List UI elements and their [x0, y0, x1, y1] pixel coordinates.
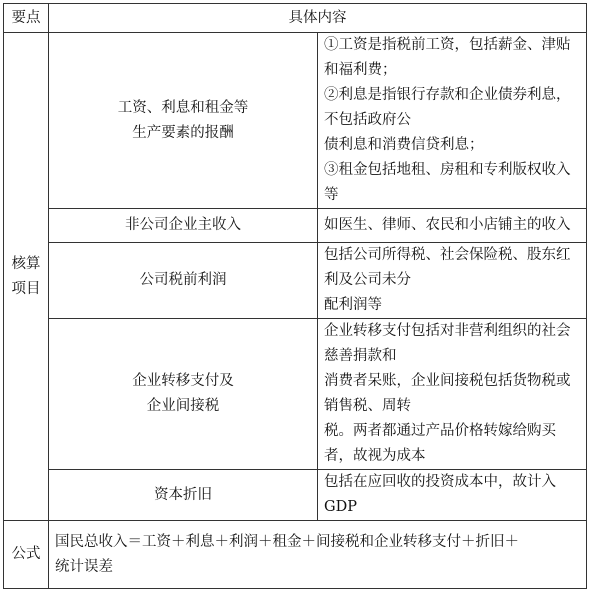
desc-corporate-profit: 包括公司所得税、社会保险税、股东红利及公司未分 配利润等 — [318, 243, 587, 319]
desc-factor-income: ①工资是指税前工资，包括薪金、津贴和福利费； ②利息是指银行存款和企业债券利息，不包括政府公 债利息和消费信贷利息； ③租金包括地租、房租和专利版权收入等 — [318, 33, 587, 209]
header-key-point: 要点 — [4, 4, 49, 33]
desc-depreciation: 包括在应回收的投资成本中，故计入 GDP — [318, 470, 587, 521]
formula-row — [4, 521, 587, 589]
item-proprietor-income: 非公司企业主收入 — [49, 209, 318, 243]
desc-proprietor-income: 如医生、律师、农民和小店铺主的收入 — [318, 209, 587, 243]
header-content: 具体内容 — [49, 4, 587, 33]
accounting-items-label: 核算 项目 — [4, 33, 49, 521]
table-row — [4, 319, 587, 470]
table-row — [4, 209, 587, 243]
gdp-income-table — [3, 3, 587, 575]
table-row — [4, 33, 587, 209]
item-depreciation: 资本折旧 — [49, 470, 318, 521]
table-row — [4, 470, 587, 521]
formula-text: 国民总收入＝工资＋利息＋利润＋租金＋间接税和企业转移支付＋折旧＋ 统计误差 — [49, 521, 587, 589]
item-transfer-indirect-tax: 企业转移支付及 企业间接税 — [49, 319, 318, 470]
table-row — [4, 243, 587, 319]
formula-label: 公式 — [4, 521, 49, 589]
item-corporate-profit: 公司税前利润 — [49, 243, 318, 319]
item-factor-income: 工资、利息和租金等 生产要素的报酬 — [49, 33, 318, 209]
table-header-row — [4, 4, 587, 33]
desc-transfer-indirect-tax: 企业转移支付包括对非营利组织的社会慈善捐款和 消费者呆账，企业间接税包括货物税或销售税、周转 税。两者都通过产品价格转嫁给购买者，故视为成本 — [318, 319, 587, 470]
